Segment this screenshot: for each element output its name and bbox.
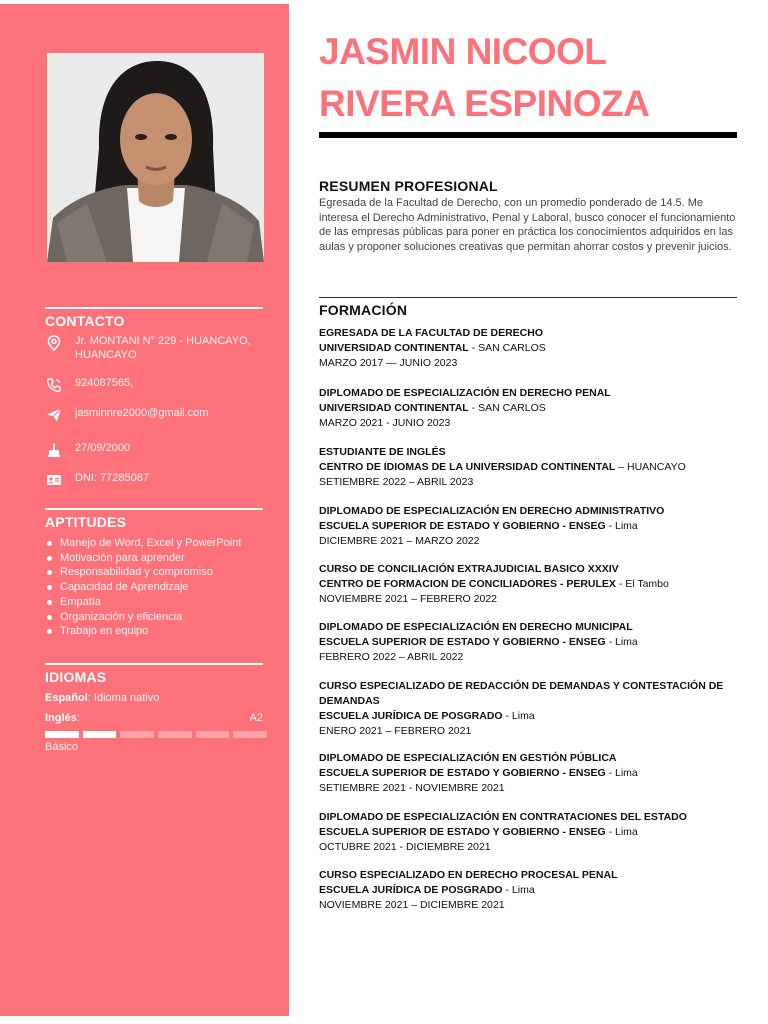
education-item-title: CURSO ESPECIALIZADO DE REDACCIÓN DE DEMANDAS Y CONTESTACIÓN DE DEMANDAS — [319, 680, 724, 707]
sidebar — [0, 4, 289, 1016]
education-item-dates: SETIEMBRE 2021 - NOVIEMBRE 2021 — [319, 782, 505, 794]
language-english — [45, 711, 263, 725]
id-card-icon — [45, 471, 63, 489]
education-item-dates: NOVIEMBRE 2021 – FEBRERO 2022 — [319, 593, 497, 605]
level-segment-filled — [83, 731, 117, 738]
list-item: Trabajo en equipo — [45, 624, 263, 639]
education-item — [319, 445, 739, 490]
birthday-cake-icon — [45, 441, 63, 459]
education-item-location: - SAN CARLOS — [468, 342, 546, 354]
full-name — [319, 26, 749, 130]
list-item: Capacidad de Aprendizaje — [45, 580, 263, 595]
education-item-title: DIPLOMADO DE ESPECIALIZACIÓN EN DERECHO MUNICIPAL — [319, 621, 633, 633]
education-item-dates: NOVIEMBRE 2021 – DICIEMBRE 2021 — [319, 899, 505, 911]
english-level-bar — [45, 731, 267, 738]
education-item-dates: DICIEMBRE 2021 – MARZO 2022 — [319, 535, 480, 547]
english-label: Inglés — [45, 712, 77, 724]
name-line-2: RIVERA ESPINOZA — [319, 83, 650, 124]
education-item — [319, 620, 739, 665]
education-item-title: DIPLOMADO DE ESPECIALIZACIÓN EN GESTIÓN PÚBLICA — [319, 752, 617, 764]
spanish-level: : Idioma nativo — [87, 692, 160, 704]
education-item-title: DIPLOMADO DE ESPECIALIZACIÓN EN DERECHO ADMINISTRATIVO — [319, 505, 665, 517]
education-item-title: DIPLOMADO DE ESPECIALIZACIÓN EN CONTRATACIONES DEL ESTADO — [319, 811, 687, 823]
skills-section — [45, 508, 263, 639]
education-item-institution: ESCUELA SUPERIOR DE ESTADO Y GOBIERNO - ENSEG — [319, 767, 606, 779]
education-item-title: DIPLOMADO DE ESPECIALIZACIÓN EN DERECHO PENAL — [319, 387, 611, 399]
education-item-dates: FEBRERO 2022 – ABRIL 2022 — [319, 651, 464, 663]
education-item — [319, 868, 739, 913]
birthdate-text: 27/09/2000 — [75, 442, 131, 454]
education-item — [319, 810, 739, 855]
profile-photo — [47, 53, 264, 262]
education-item-title: ESTUDIANTE DE INGLÉS — [319, 446, 446, 458]
email-text: jasminnre2000@gmail.com — [75, 407, 209, 419]
name-divider — [319, 132, 737, 138]
languages-title: IDIOMAS — [45, 669, 107, 685]
education-item-institution: CENTRO DE IDIOMAS DE LA UNIVERSIDAD CONTINENTAL — [319, 461, 616, 473]
education-item-institution: ESCUELA JURÍDICA DE POSGRADO — [319, 884, 503, 896]
phone-icon — [45, 376, 63, 394]
education-item-location: - Lima — [605, 520, 638, 532]
summary-text: Egresada de la Facultad de Derecho, con un promedio ponderado de 14.5. Me interesa el Derecho Administrativo, Penal y Laboral, busco conocer el funcionamiento de las empresas públicas para poner en práctica los conocimientos adquiridos en las aulas y proponer soluciones creativas que permitan ahorrar costos y prevenir juicios. — [319, 197, 736, 253]
education-item-institution: ESCUELA SUPERIOR DE ESTADO Y GOBIERNO - ENSEG — [319, 520, 606, 532]
contact-birthdate — [45, 441, 263, 459]
skills-title: APTITUDES — [45, 514, 127, 530]
education-item — [319, 679, 739, 739]
education-item-title: EGRESADA DE LA FACULTAD DE DERECHO — [319, 327, 544, 339]
education-item-institution: CENTRO DE FORMACION DE CONCILIADORES - PERULEX — [319, 578, 616, 590]
contact-title: CONTACTO — [45, 313, 125, 329]
contact-phone — [45, 376, 263, 394]
education-item — [319, 751, 739, 796]
section-divider — [45, 508, 263, 510]
education-item-location: - Lima — [605, 636, 638, 648]
section-divider — [45, 663, 263, 665]
languages-section — [45, 663, 263, 754]
education-item-location: – HUANCAYO — [615, 461, 686, 473]
education-item-institution: ESCUELA SUPERIOR DE ESTADO Y GOBIERNO - ENSEG — [319, 826, 606, 838]
language-spanish — [45, 691, 263, 705]
education-item-location: - El Tambo — [615, 578, 669, 590]
summary-title: RESUMEN PROFESIONAL — [319, 178, 498, 194]
education-item-institution: ESCUELA SUPERIOR DE ESTADO Y GOBIERNO - ENSEG — [319, 636, 606, 648]
phone-text: 924087565, — [75, 377, 134, 389]
education-item-institution: ESCUELA JURÍDICA DE POSGRADO — [319, 710, 503, 722]
english-code: A2 — [249, 712, 263, 724]
section-divider — [319, 297, 737, 298]
name-line-1: JASMIN NICOOL — [319, 31, 607, 72]
education-item-dates: OCTUBRE 2021 - DICIEMBRE 2021 — [319, 841, 491, 853]
education-item-dates: MARZO 2021 - JUNIO 2023 — [319, 417, 451, 429]
list-item: Empatía — [45, 595, 263, 610]
education-item-location: - Lima — [605, 826, 638, 838]
education-item — [319, 504, 739, 549]
contact-address — [45, 334, 263, 362]
education-item-location: - Lima — [502, 884, 535, 896]
list-item: Organización y eficiencia — [45, 610, 263, 625]
level-segment-empty — [120, 731, 154, 738]
contact-section — [45, 307, 263, 335]
education-item-dates: SETIEMBRE 2022 – ABRIL 2023 — [319, 476, 474, 488]
level-segment-empty — [233, 731, 267, 738]
skills-list — [45, 536, 263, 639]
list-item: Manejo de Word, Excel y PowerPoint — [45, 536, 263, 551]
dni-text: DNI: 77285087 — [75, 472, 149, 484]
paper-plane-icon — [45, 406, 63, 424]
education-item-dates: MARZO 2017 — JUNIO 2023 — [319, 357, 458, 369]
education-item-dates: ENERO 2021 – FEBRERO 2021 — [319, 725, 472, 737]
education-item — [319, 326, 739, 371]
education-item-location: - SAN CARLOS — [468, 402, 546, 414]
english-level: Básico — [45, 741, 79, 753]
education-item — [319, 562, 739, 607]
contact-email — [45, 406, 263, 424]
education-item-location: - Lima — [502, 710, 535, 722]
education-item-title: CURSO DE CONCILIACIÓN EXTRAJUDICIAL BASICO XXXIV — [319, 563, 619, 575]
education-item-title: CURSO ESPECIALIZADO EN DERECHO PROCESAL PENAL — [319, 869, 618, 881]
education-item-institution: UNIVERSIDAD CONTINENTAL — [319, 402, 469, 414]
level-segment-filled — [45, 731, 79, 738]
level-segment-empty — [196, 731, 230, 738]
contact-dni — [45, 471, 263, 489]
section-divider — [45, 307, 263, 309]
address-text: Jr. MONTANI N° 229 - HUANCAYO, HUANCAYO — [75, 335, 251, 361]
education-item — [319, 386, 739, 431]
level-segment-empty — [158, 731, 192, 738]
education-item-location: - Lima — [605, 767, 638, 779]
list-item: Motivación para aprender — [45, 551, 263, 566]
education-item-institution: UNIVERSIDAD CONTINENTAL — [319, 342, 469, 354]
spanish-label: Español — [45, 692, 88, 704]
location-pin-icon — [45, 334, 63, 352]
education-title: FORMACIÓN — [319, 302, 408, 318]
list-item: Responsabilidad y compromiso — [45, 565, 263, 580]
english-colon: : — [76, 712, 80, 724]
